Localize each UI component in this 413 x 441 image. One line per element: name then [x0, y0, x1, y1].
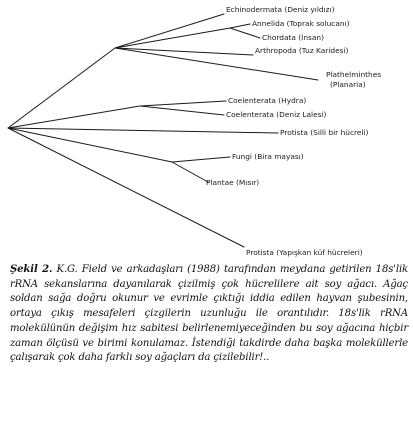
- taxon-label-plathelminthes-example: (Planaria): [330, 80, 366, 89]
- root-to-coelenterata-branch: [8, 106, 140, 128]
- figure-caption: [10, 263, 408, 366]
- taxon-label-arthropoda: Arthropoda (Tuz Karidesi): [255, 46, 349, 55]
- root-to-slime-mold-branch: [8, 128, 244, 247]
- root-to-protista-ciliate-branch: [8, 128, 278, 133]
- root-to-fungi-plantae-node: [8, 128, 172, 162]
- taxon-label-plathelminthes: Plathelminthes: [326, 70, 382, 79]
- node-to-fungi-branch: [172, 157, 230, 162]
- coelenterata-to-sea-anemone-branch: [140, 106, 224, 115]
- taxon-label-coelenterata-hydra: Coelenterata (Hydra): [228, 96, 307, 105]
- root-to-bilateria-branch: [8, 48, 115, 128]
- node-to-plantae-branch: [172, 162, 208, 182]
- coelenterata-to-hydra-branch: [140, 101, 226, 106]
- taxon-label-fungi: Fungi (Bira mayası): [232, 152, 304, 161]
- taxon-label-chordata: Chordata (İnsan): [262, 33, 324, 42]
- taxon-label-protista-slime-mold: Protista (Yapışkan küf hücreleri): [246, 248, 363, 257]
- taxon-label-coelenterata-anemone: Coelenterata (Deniz Lalesi): [226, 110, 327, 119]
- taxon-labels: [206, 5, 381, 257]
- taxon-label-plantae: Plantae (Mısır): [206, 178, 260, 187]
- caption-text: K.G. Field ve arkadaşları (1988) tarafından meydana getirilen 18s'lik rRNA sekanslarına dayanılarak çizilmiş çok hücrelilere ait soy ağacı. Ağaç soldan sağa doğru okunur ve evrimle çıktığı iddia edilen hayvan şubesinin, ortaya çıkış mesafeleri çizgilerin uzunluğu ile orantılıdır. 18s'lik rRNA molekülünün değişim hız sabitesi belirlenemiyeceğinden bu soy ağacına hiçbir zaman ölçüsü ve birimi konulamaz. İstendiği takdirde daha başka moleküllerle çalışarak çok daha farklı soy ağaçları da çizilebilir!..: [10, 264, 408, 364]
- node-to-chordata-branch: [230, 28, 260, 38]
- bilateria-to-deuterostome-node: [115, 28, 230, 48]
- taxon-label-annelida: Annelida (Toprak solucanı): [252, 19, 350, 28]
- node-to-annelida-branch: [230, 24, 250, 28]
- taxon-label-echinodermata: Echinodermata (Deniz yıldızı): [226, 5, 335, 14]
- bilateria-to-echinodermata-branch: [115, 14, 224, 48]
- taxon-label-protista-ciliate: Protista (Silli bir hücreli): [280, 128, 369, 137]
- caption-lead: Şekil 2.: [10, 264, 53, 275]
